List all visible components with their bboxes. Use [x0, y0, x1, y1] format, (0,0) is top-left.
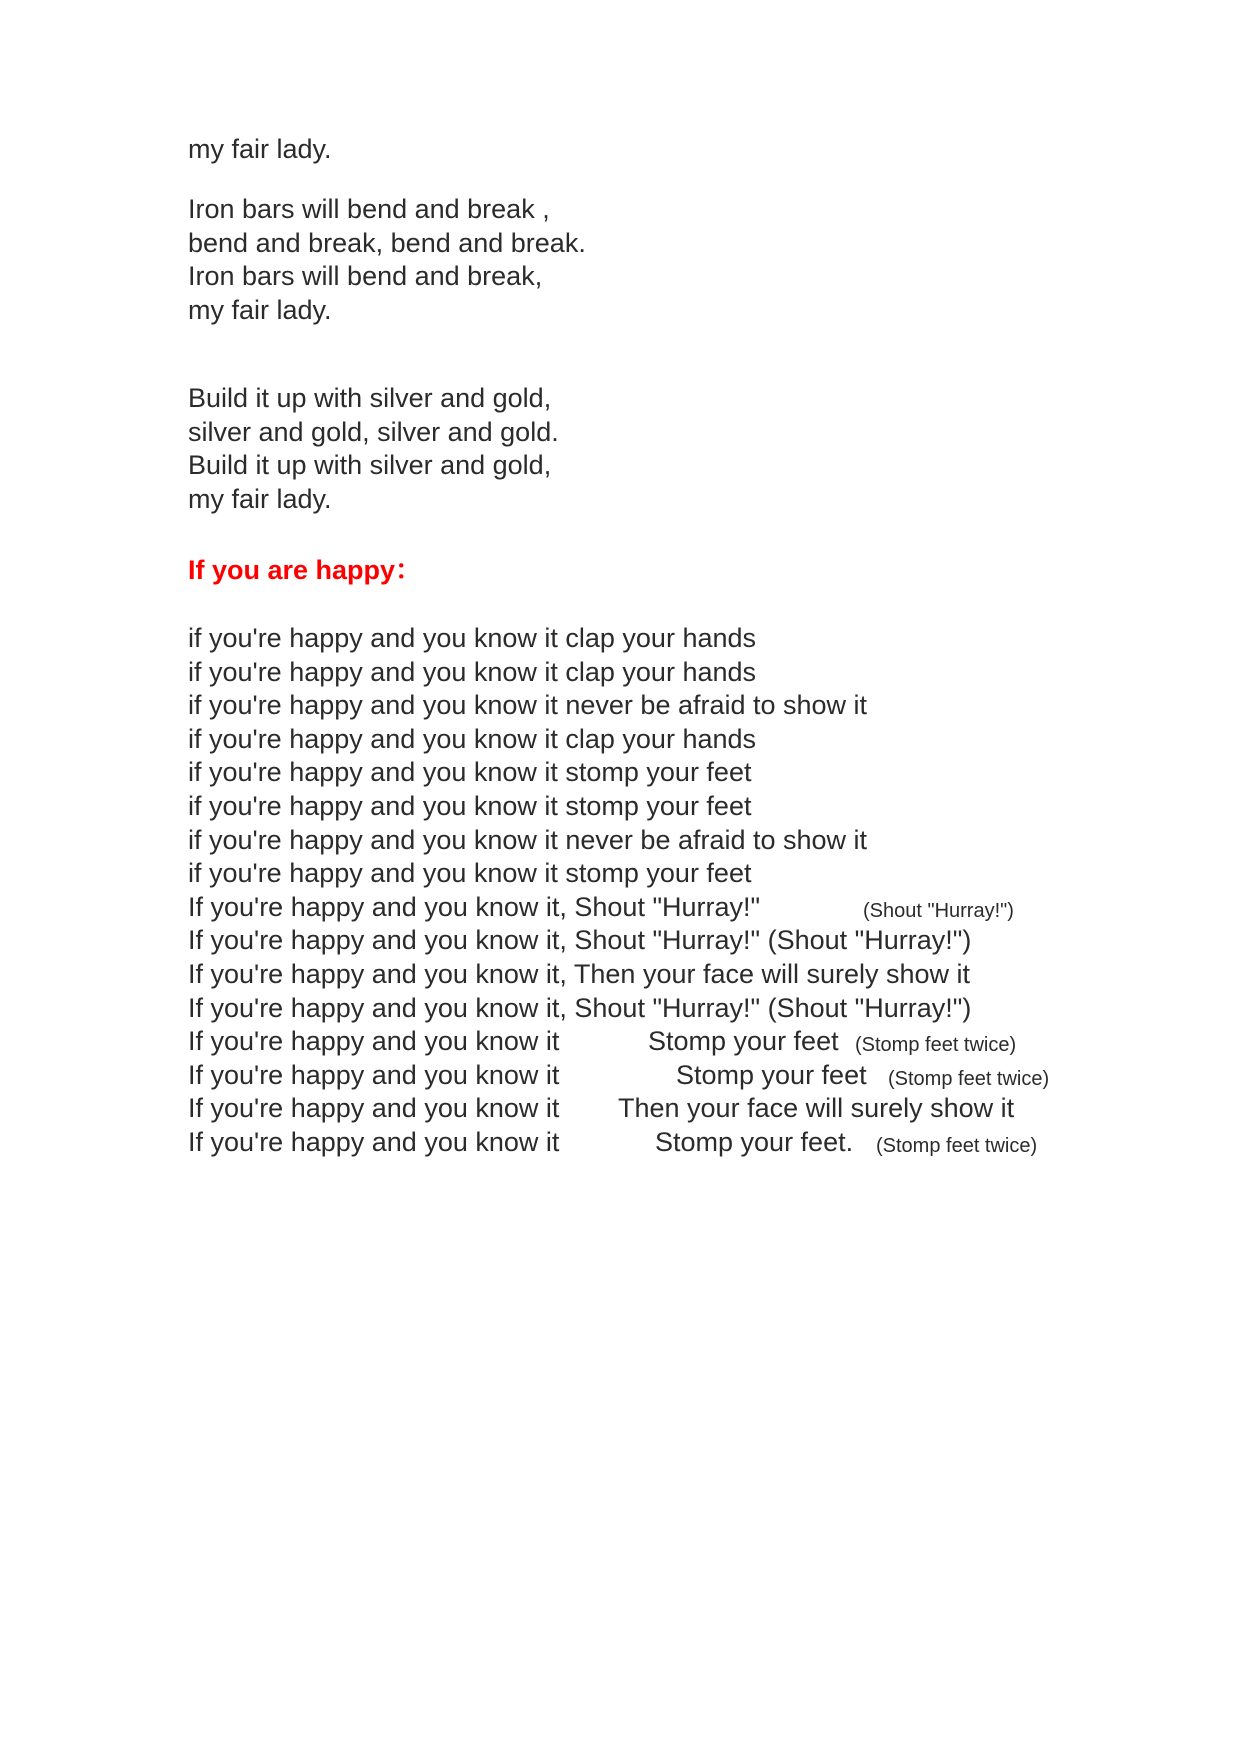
lyric-line: if you're happy and you know it stomp your feet	[188, 757, 752, 788]
lyric-line: Build it up with silver and gold,	[188, 383, 552, 413]
verse-ending	[188, 133, 1088, 167]
verse-silver-gold	[188, 382, 1088, 516]
lyric-line: If you're happy and you know it, Then your face will surely show it	[188, 958, 971, 989]
lyric-line: if you're happy and you know it never be afraid to show it	[188, 690, 868, 721]
lyric-line: if you're happy and you know it clap your hands	[188, 656, 757, 687]
song-heading: If you are happy：	[188, 555, 423, 585]
lyric-text: If you're happy and you know it	[188, 1093, 560, 1124]
lyric-line: if you're happy and you know it stomp your feet	[188, 858, 752, 889]
happy-lyrics	[188, 622, 1088, 1160]
lyric-text: Stomp your feet	[648, 1026, 839, 1057]
lyric-line: Build it up with silver and gold,	[188, 450, 552, 481]
lyric-line: if you're happy and you know it stomp your feet	[188, 790, 752, 821]
lyric-line: silver and gold, silver and gold.	[188, 416, 559, 447]
lyric-text: If you're happy and you know it, Shout "Hurray!"	[188, 891, 761, 922]
lyric-text: Stomp your feet.	[655, 1126, 854, 1157]
lyric-text: If you're happy and you know it	[188, 1126, 560, 1157]
lyric-text: Then your face will surely show it	[618, 1093, 1015, 1124]
lyric-text: If you're happy and you know it	[188, 1026, 560, 1057]
lyric-line: If you're happy and you know it, Shout "Hurray!" (Shout "Hurray!")	[188, 925, 972, 956]
lyric-line: if you're happy and you know it never be afraid to show it	[188, 824, 868, 855]
lyric-line-stomp	[188, 1126, 1088, 1160]
lyric-text: If you're happy and you know it	[188, 1059, 560, 1090]
verse-iron-bars	[188, 193, 1088, 327]
lyric-note: (Stomp feet twice)	[855, 1034, 1017, 1057]
lyric-line: if you're happy and you know it clap your hands	[188, 723, 757, 754]
lyric-line: if you're happy and you know it clap your hands	[188, 623, 757, 653]
lyric-line: my fair lady.	[188, 483, 332, 514]
lyric-line: my fair lady.	[188, 294, 332, 325]
lyric-line-face	[188, 1092, 1088, 1126]
lyric-text: Stomp your feet	[676, 1059, 867, 1090]
lyric-line: If you're happy and you know it, Shout "Hurray!" (Shout "Hurray!")	[188, 992, 972, 1023]
lyric-line: my fair lady.	[188, 134, 332, 164]
happy-heading-block	[188, 553, 1088, 587]
lyric-line: bend and break, bend and break.	[188, 227, 586, 258]
lyric-line: Iron bars will bend and break,	[188, 261, 543, 292]
lyric-note: (Shout "Hurray!")	[863, 899, 1014, 922]
lyric-line-shout	[188, 891, 1088, 925]
lyric-line: Iron bars will bend and break ,	[188, 194, 550, 224]
lyric-note: (Stomp feet twice)	[888, 1067, 1050, 1090]
lyric-line-stomp	[188, 1059, 1088, 1093]
lyric-note: (Stomp feet twice)	[876, 1134, 1038, 1157]
lyric-line-stomp	[188, 1025, 1088, 1059]
